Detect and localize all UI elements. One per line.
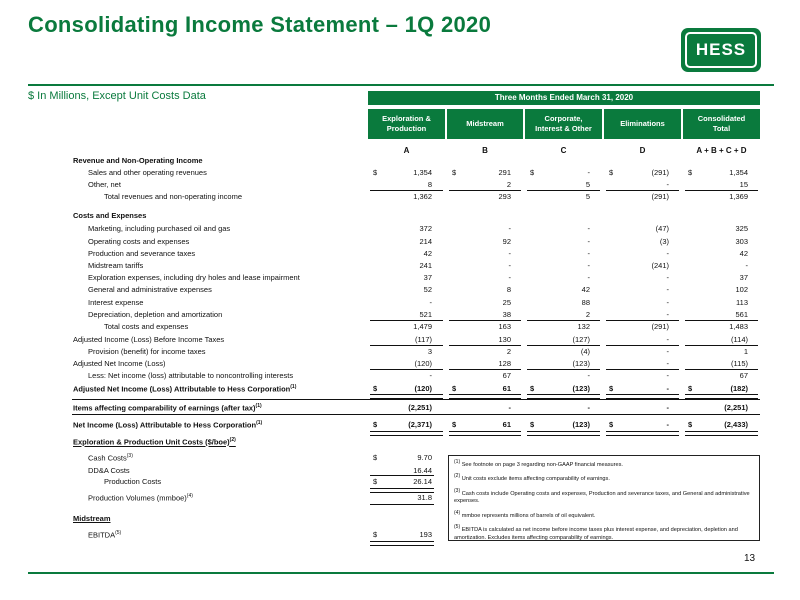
column-header-label: Eliminations xyxy=(620,119,665,129)
page-number: 13 xyxy=(744,553,756,564)
row-label-text: Items affecting comparability of earnings (after tax) xyxy=(73,403,256,413)
logo-text: HESS xyxy=(685,32,757,68)
column-letter: B xyxy=(482,146,488,155)
single-underline xyxy=(527,320,600,321)
cell-value: 42 xyxy=(423,249,432,258)
single-underline xyxy=(449,320,521,321)
row-label-text: Depreciation, depletion and amortization xyxy=(88,310,223,319)
dda-costs-row-label xyxy=(88,466,130,475)
cell-value: 293 xyxy=(498,192,511,201)
footnote xyxy=(454,459,754,469)
row-label-text: Costs and Expenses xyxy=(73,211,147,220)
footnote-text: mmboe represents millions of barrels of oil equivalent. xyxy=(461,512,596,519)
currency-symbol: $ xyxy=(373,384,378,393)
cell-value: 61 xyxy=(502,420,511,429)
table-row xyxy=(0,237,800,249)
cell-value: 38 xyxy=(502,310,511,319)
currency-symbol: $ xyxy=(609,384,614,393)
row-label-text: Provision (benefit) for income taxes xyxy=(88,347,206,356)
single-underline xyxy=(606,345,679,346)
single-underline xyxy=(527,190,600,191)
footer-rule xyxy=(28,572,774,574)
row-label-text: Midstream tariffs xyxy=(88,261,144,270)
single-underline xyxy=(370,369,443,370)
column-header xyxy=(525,109,602,139)
section-separator xyxy=(72,414,760,415)
cell-value: 132 xyxy=(577,322,590,331)
cell-value: - xyxy=(508,261,511,270)
footnote xyxy=(454,488,754,506)
row-label xyxy=(88,168,207,177)
currency-symbol: $ xyxy=(688,168,693,177)
currency-symbol: $ xyxy=(373,420,378,429)
cell-value: 291 xyxy=(498,168,511,177)
label-text: EBITDA xyxy=(88,530,116,540)
cell-value: (123) xyxy=(572,420,590,429)
column-header xyxy=(368,109,445,139)
cell-value: - xyxy=(429,371,432,380)
double-underline xyxy=(685,431,758,436)
unit-costs-heading xyxy=(0,437,800,449)
cell-value: - xyxy=(587,237,590,246)
cell-value: 42 xyxy=(739,249,748,258)
row-label xyxy=(88,298,143,307)
cell-value: 8 xyxy=(506,285,511,294)
label-text: Production Costs xyxy=(104,477,162,486)
footnote-text: Cash costs include Operating costs and expenses, Production and severance taxes, and General and administrative expenses. xyxy=(454,490,750,505)
row-label-text: Adjusted Net Income (Loss) xyxy=(73,359,166,368)
footnotes-box xyxy=(448,455,760,541)
row-label xyxy=(88,261,143,270)
column-header xyxy=(447,109,523,139)
row-label xyxy=(104,322,188,331)
cell-value: 372 xyxy=(419,224,432,233)
table-row xyxy=(0,156,800,168)
cell-value: 1 xyxy=(743,347,748,356)
single-underline xyxy=(370,475,434,476)
cell-value: (123) xyxy=(572,384,590,393)
cell-value: 25 xyxy=(502,298,511,307)
single-underline xyxy=(527,369,600,370)
double-underline xyxy=(370,541,434,546)
currency-symbol: $ xyxy=(373,477,378,486)
row-label-text: Total revenues and non-operating income xyxy=(104,192,243,201)
cell-value: 5 xyxy=(585,180,590,189)
table-row xyxy=(0,249,800,261)
period-header: Three Months Ended March 31, 2020 xyxy=(368,91,760,105)
column-header-label: Corporate, Interest & Other xyxy=(535,114,592,133)
cell-value: 2 xyxy=(585,310,590,319)
ebitda-row-value: 193 xyxy=(419,530,432,539)
cell-value: (291) xyxy=(651,322,669,331)
cell-value: - xyxy=(666,298,669,307)
footnote-marker: (3) xyxy=(454,487,461,494)
cell-value: 561 xyxy=(735,310,748,319)
cash-costs-row-value: 9.70 xyxy=(417,453,432,462)
cell-value: (241) xyxy=(651,261,669,270)
production-costs-row-value: 26.14 xyxy=(413,477,432,486)
row-label-text: Other, net xyxy=(88,180,121,189)
row-label xyxy=(88,249,195,258)
cell-value: 15 xyxy=(739,180,748,189)
footnote-marker: (1) xyxy=(290,384,297,390)
cell-value: 37 xyxy=(739,273,748,282)
cell-value: - xyxy=(666,180,669,189)
cell-value: - xyxy=(429,298,432,307)
table-row xyxy=(0,347,800,359)
cell-value: 67 xyxy=(502,371,511,380)
midstream-heading-text: Midstream xyxy=(73,514,111,523)
footnote xyxy=(454,510,754,520)
row-label-text: Adjusted Net Income (Loss) Attributable to Hess Corporation xyxy=(73,384,291,394)
single-underline xyxy=(449,369,521,370)
row-label xyxy=(73,403,262,413)
table-row xyxy=(0,322,800,334)
footnote-marker: (5) xyxy=(454,524,461,531)
table-row xyxy=(0,224,800,236)
row-label-text: Revenue and Non-Operating Income xyxy=(73,156,203,165)
double-underline xyxy=(606,431,679,436)
cell-value: (117) xyxy=(415,335,432,344)
cell-value: (47) xyxy=(655,224,669,233)
cell-value: (115) xyxy=(731,359,748,368)
cell-value: - xyxy=(666,273,669,282)
cell-value: 241 xyxy=(419,261,432,270)
single-underline xyxy=(370,320,443,321)
row-label xyxy=(88,347,206,356)
cell-value: (2,433) xyxy=(724,420,748,429)
double-underline xyxy=(370,488,434,493)
production-volumes-row-value: 31.8 xyxy=(417,493,432,502)
row-label xyxy=(88,310,222,319)
row-label xyxy=(73,384,296,394)
footnote-marker: (2) xyxy=(229,437,236,443)
footnote-marker: (1) xyxy=(454,459,461,465)
column-letter: A xyxy=(403,146,410,155)
row-label-text: Sales and other operating revenues xyxy=(88,168,207,177)
cell-value: 303 xyxy=(735,237,748,246)
cell-value: 1,483 xyxy=(729,322,748,331)
footnote xyxy=(454,524,754,542)
cell-value: 113 xyxy=(736,298,748,307)
cell-value: 1,354 xyxy=(729,168,748,177)
cell-value: - xyxy=(508,224,511,233)
cell-value: - xyxy=(666,335,669,344)
cell-value: 61 xyxy=(502,384,511,393)
footnote xyxy=(454,473,754,483)
currency-symbol: $ xyxy=(452,420,457,429)
row-label xyxy=(73,359,166,368)
cell-value: (182) xyxy=(730,384,748,393)
row-label-text: Net Income (Loss) Attributable to Hess Corporation xyxy=(73,420,257,430)
cell-value: 67 xyxy=(739,371,748,380)
column-header-label: Consolidated Total xyxy=(697,114,746,133)
cell-value: 88 xyxy=(581,298,590,307)
column-header-label: Exploration & Production xyxy=(382,114,431,133)
row-label-text: Total costs and expenses xyxy=(104,322,189,331)
hess-logo xyxy=(681,28,761,72)
row-label xyxy=(73,335,224,344)
cell-value: - xyxy=(508,403,511,412)
double-underline xyxy=(527,431,600,436)
cell-value: 214 xyxy=(419,237,432,246)
cell-value: 102 xyxy=(735,285,748,294)
cell-value: (2,371) xyxy=(408,420,432,429)
cell-value: (291) xyxy=(651,192,669,201)
label-text: DD&A Costs xyxy=(88,466,130,475)
cell-value: 1,354 xyxy=(413,168,432,177)
cell-value: - xyxy=(666,285,669,294)
table-row xyxy=(0,298,800,310)
currency-symbol: $ xyxy=(452,384,457,393)
cell-value: - xyxy=(666,371,669,380)
footnote-marker: (4) xyxy=(186,493,193,499)
row-label-text: Adjusted Income (Loss) Before Income Taxes xyxy=(73,335,225,344)
column-header xyxy=(604,109,681,139)
heading-text: Exploration & Production Unit Costs ($/boe) xyxy=(73,437,230,447)
cell-value: 2 xyxy=(506,347,511,356)
cell-value: (120) xyxy=(414,384,432,393)
dda-costs-row-value: 16.44 xyxy=(413,466,432,475)
table-row xyxy=(0,211,800,223)
column-letter: D xyxy=(639,146,646,155)
column-header-label: Midstream xyxy=(466,119,504,129)
single-underline xyxy=(370,504,434,505)
cell-value: - xyxy=(508,273,511,282)
row-label-text: General and administrative expenses xyxy=(88,285,212,294)
cell-value: 92 xyxy=(502,237,511,246)
cell-value: (3) xyxy=(659,237,669,246)
footnote-marker: (2) xyxy=(454,473,461,480)
row-label xyxy=(73,211,146,220)
single-underline xyxy=(685,369,758,370)
currency-symbol: $ xyxy=(530,384,535,393)
currency-symbol: $ xyxy=(373,530,378,539)
double-underline xyxy=(449,431,521,436)
cell-value: (291) xyxy=(651,168,669,177)
cell-value: - xyxy=(587,273,590,282)
single-underline xyxy=(370,345,443,346)
cell-value: - xyxy=(666,384,669,393)
cell-value: - xyxy=(666,420,669,429)
cell-value: - xyxy=(587,403,590,412)
footnote-marker: (1) xyxy=(256,420,263,426)
ebitda-row-label xyxy=(88,530,121,540)
row-label-text: Production and severance taxes xyxy=(88,249,196,258)
row-label xyxy=(88,180,121,189)
cell-value: 3 xyxy=(427,347,432,356)
table-row xyxy=(0,192,800,204)
cell-value: - xyxy=(666,310,669,319)
row-label-text: Interest expense xyxy=(88,298,144,307)
row-label-text: Operating costs and expenses xyxy=(88,237,190,246)
cell-value: (127) xyxy=(572,335,590,344)
table-row xyxy=(0,168,800,180)
column-letter: C xyxy=(560,146,567,155)
row-label xyxy=(88,273,300,282)
cell-value: - xyxy=(587,261,590,270)
row-label xyxy=(104,192,242,201)
cell-value: - xyxy=(587,168,590,177)
cell-value: 130 xyxy=(498,335,511,344)
currency-symbol: $ xyxy=(688,420,693,429)
cell-value: (120) xyxy=(414,359,432,368)
currency-symbol: $ xyxy=(530,420,535,429)
footnote-text: See footnote on page 3 regarding non-GAAP financial measures. xyxy=(461,461,623,468)
cell-value: - xyxy=(666,359,669,368)
currency-symbol: $ xyxy=(609,168,614,177)
single-underline xyxy=(685,320,758,321)
cell-value: - xyxy=(587,224,590,233)
cell-value: - xyxy=(666,403,669,412)
currency-symbol: $ xyxy=(530,168,535,177)
cell-value: 128 xyxy=(498,359,511,368)
currency-symbol: $ xyxy=(373,453,378,462)
single-underline xyxy=(449,190,521,191)
footnote-marker: (4) xyxy=(454,509,461,516)
label-text: Production Volumes (mmboe) xyxy=(88,493,187,503)
row-label xyxy=(73,420,262,430)
single-underline xyxy=(449,345,521,346)
units-subtitle: $ In Millions, Except Unit Costs Data xyxy=(28,90,206,102)
cell-value: (123) xyxy=(572,359,590,368)
header-rule xyxy=(28,84,774,86)
page-title: Consolidating Income Statement – 1Q 2020 xyxy=(28,12,492,37)
single-underline xyxy=(606,320,679,321)
column-header xyxy=(683,109,760,139)
single-underline xyxy=(685,190,758,191)
cell-value: 37 xyxy=(423,273,432,282)
cell-value: 8 xyxy=(427,180,432,189)
cell-value: 5 xyxy=(585,192,590,201)
cell-value: (2,251) xyxy=(408,403,432,412)
unit-costs-heading-text xyxy=(73,437,236,447)
cell-value: 1,362 xyxy=(413,192,432,201)
cell-value: 2 xyxy=(506,180,511,189)
currency-symbol: $ xyxy=(452,168,457,177)
single-underline xyxy=(606,190,679,191)
cell-value: (114) xyxy=(731,335,748,344)
footnote-marker: (3) xyxy=(126,453,133,459)
single-underline xyxy=(606,369,679,370)
footnote-text: Unit costs exclude items affecting comparability of earnings. xyxy=(461,476,610,483)
row-label-text: Exploration expenses, including dry holes and lease impairment xyxy=(88,273,300,282)
table-row xyxy=(0,285,800,297)
cash-costs-row-label xyxy=(88,453,133,463)
production-volumes-row-label xyxy=(88,493,193,503)
row-label xyxy=(88,224,230,233)
cell-value: - xyxy=(508,249,511,258)
double-underline xyxy=(370,431,443,436)
cell-value: 325 xyxy=(735,224,748,233)
table-row xyxy=(0,273,800,285)
cell-value: 163 xyxy=(498,322,511,331)
cell-value: 52 xyxy=(423,285,432,294)
cell-value: - xyxy=(666,347,669,356)
table-row xyxy=(0,371,800,383)
footnote-text: EBITDA is calculated as net income before income taxes plus interest expense, and depreciation, depletion and amortization. Excludes items affecting comparability of earnings. xyxy=(454,527,738,541)
table-row xyxy=(0,261,800,273)
currency-symbol: $ xyxy=(609,420,614,429)
single-underline xyxy=(685,345,758,346)
row-label xyxy=(88,371,293,380)
label-text: Cash Costs xyxy=(88,453,127,463)
cell-value: - xyxy=(587,249,590,258)
cell-value: 42 xyxy=(581,285,590,294)
row-label xyxy=(88,285,212,294)
cell-value: 521 xyxy=(419,310,432,319)
footnote-marker: (5) xyxy=(115,530,122,536)
cell-value: 1,479 xyxy=(413,322,432,331)
row-label-text: Less: Net income (loss) attributable to noncontrolling interests xyxy=(88,371,294,380)
currency-symbol: $ xyxy=(688,384,693,393)
cell-value: (4) xyxy=(580,347,590,356)
footnote-marker: (1) xyxy=(255,403,262,409)
row-label xyxy=(88,237,189,246)
column-letter: A + B + C + D xyxy=(696,146,747,155)
cell-value: - xyxy=(587,371,590,380)
row-label xyxy=(73,156,203,165)
cell-value: 1,369 xyxy=(729,192,748,201)
cell-value: - xyxy=(745,261,748,270)
single-underline xyxy=(527,345,600,346)
production-costs-row-label xyxy=(104,477,161,486)
cell-value: - xyxy=(666,249,669,258)
currency-symbol: $ xyxy=(373,168,378,177)
section-separator xyxy=(72,399,760,400)
row-label-text: Marketing, including purchased oil and gas xyxy=(88,224,231,233)
single-underline xyxy=(370,190,443,191)
cell-value: (2,251) xyxy=(724,403,748,412)
